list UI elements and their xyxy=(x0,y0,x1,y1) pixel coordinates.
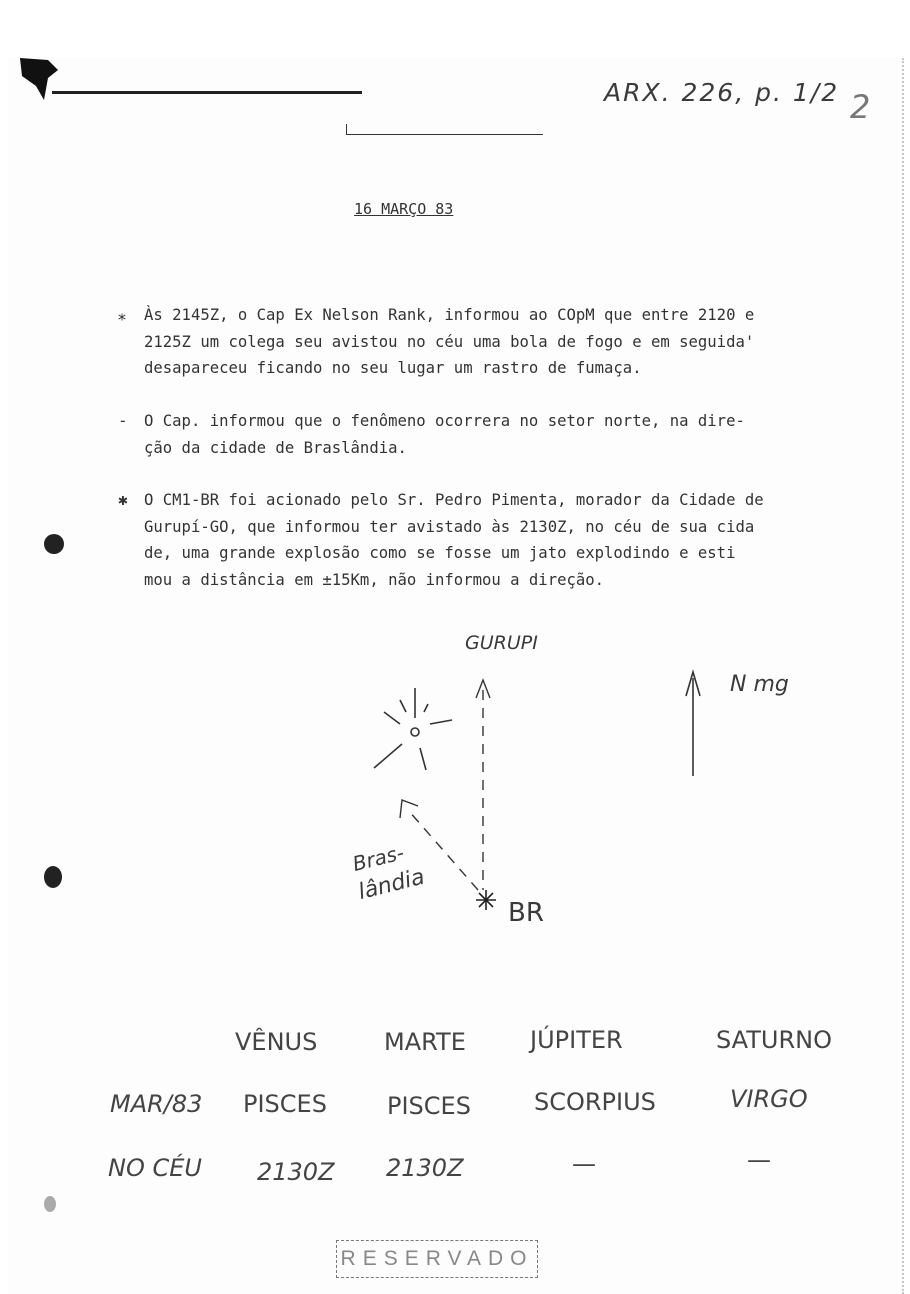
planet-header-jupiter: JÚPITER xyxy=(530,1026,623,1054)
planet-header-venus: VÊNUS xyxy=(235,1028,318,1056)
explosion-icon xyxy=(374,688,452,770)
paragraph-line: mou a distância em ±15Km, não informou a direção. xyxy=(144,570,605,589)
page-number: 2 xyxy=(850,88,871,126)
planet-header-marte: MARTE xyxy=(384,1028,466,1056)
archive-reference: ARX. 226, p. 1/2 xyxy=(604,78,840,107)
paragraph-line: de, uma grande explosão como se fosse um jato explodindo e esti xyxy=(144,544,736,562)
table-cell: PISCES xyxy=(243,1090,327,1118)
table-cell: 2130Z xyxy=(386,1154,464,1182)
top-rule xyxy=(52,91,362,94)
paragraph-3 xyxy=(118,487,834,593)
header-bracket-rule xyxy=(346,124,543,135)
braslandia-label-2: lândia xyxy=(355,864,428,905)
table-cell: 2130Z xyxy=(257,1158,335,1186)
ink-blot-corner xyxy=(18,56,60,106)
table-cell: VIRGO xyxy=(730,1085,808,1113)
paragraph-line: O CM1-BR foi acionado pelo Sr. Pedro Pimenta, morador da Cidade de xyxy=(144,491,764,509)
planet-header-saturno: SATURNO xyxy=(716,1026,832,1054)
row-label-month: MAR/83 xyxy=(110,1090,203,1118)
br-label: BR xyxy=(508,898,544,928)
row-label-in-sky: NO CÉU xyxy=(108,1154,202,1182)
dash-bullet: - xyxy=(118,411,128,430)
hand-mark-bullet: ⁎ xyxy=(118,305,126,324)
ink-speck xyxy=(44,866,62,888)
classification-stamp: RESERVADO xyxy=(336,1240,538,1278)
paragraph-2 xyxy=(118,408,834,461)
document-date: 16 MARÇO 83 xyxy=(354,200,454,218)
paragraph-line: 2125Z um colega seu avistou no céu uma bola de fogo e em seguida' xyxy=(144,332,755,351)
north-arrow-icon xyxy=(686,672,700,776)
br-star-icon xyxy=(476,890,496,910)
paragraph-line: desapareceu ficando no seu lugar um rastro de fumaça. xyxy=(144,359,642,377)
table-cell: SCORPIUS xyxy=(534,1088,656,1116)
paragraph-line: ção da cidade de Braslândia. xyxy=(144,438,407,457)
north-label: N mg xyxy=(730,672,789,697)
ink-speck xyxy=(44,534,64,554)
paragraph-1 xyxy=(118,302,834,382)
paragraph-line: Às 2145Z, o Cap Ex Nelson Rank, informou ao COpM que entre 2120 e xyxy=(144,306,755,324)
braslandia-label-1: Bras- xyxy=(350,840,407,876)
table-cell: — xyxy=(747,1146,771,1174)
paragraph-line: O Cap. informou que o fenômeno ocorrera no setor norte, na dire- xyxy=(144,412,745,430)
ink-speck xyxy=(44,1196,56,1212)
asterisk-bullet: ✱ xyxy=(118,490,128,509)
paragraph-line: Gurupí-GO, que informou ter avistado às 2130Z, no céu de sua cida xyxy=(144,517,755,536)
dashed-arrow-to-gurupi xyxy=(476,680,490,890)
table-cell: — xyxy=(572,1150,596,1178)
table-cell: PISCES xyxy=(387,1092,471,1120)
gurupi-label: GURUPI xyxy=(465,632,538,654)
